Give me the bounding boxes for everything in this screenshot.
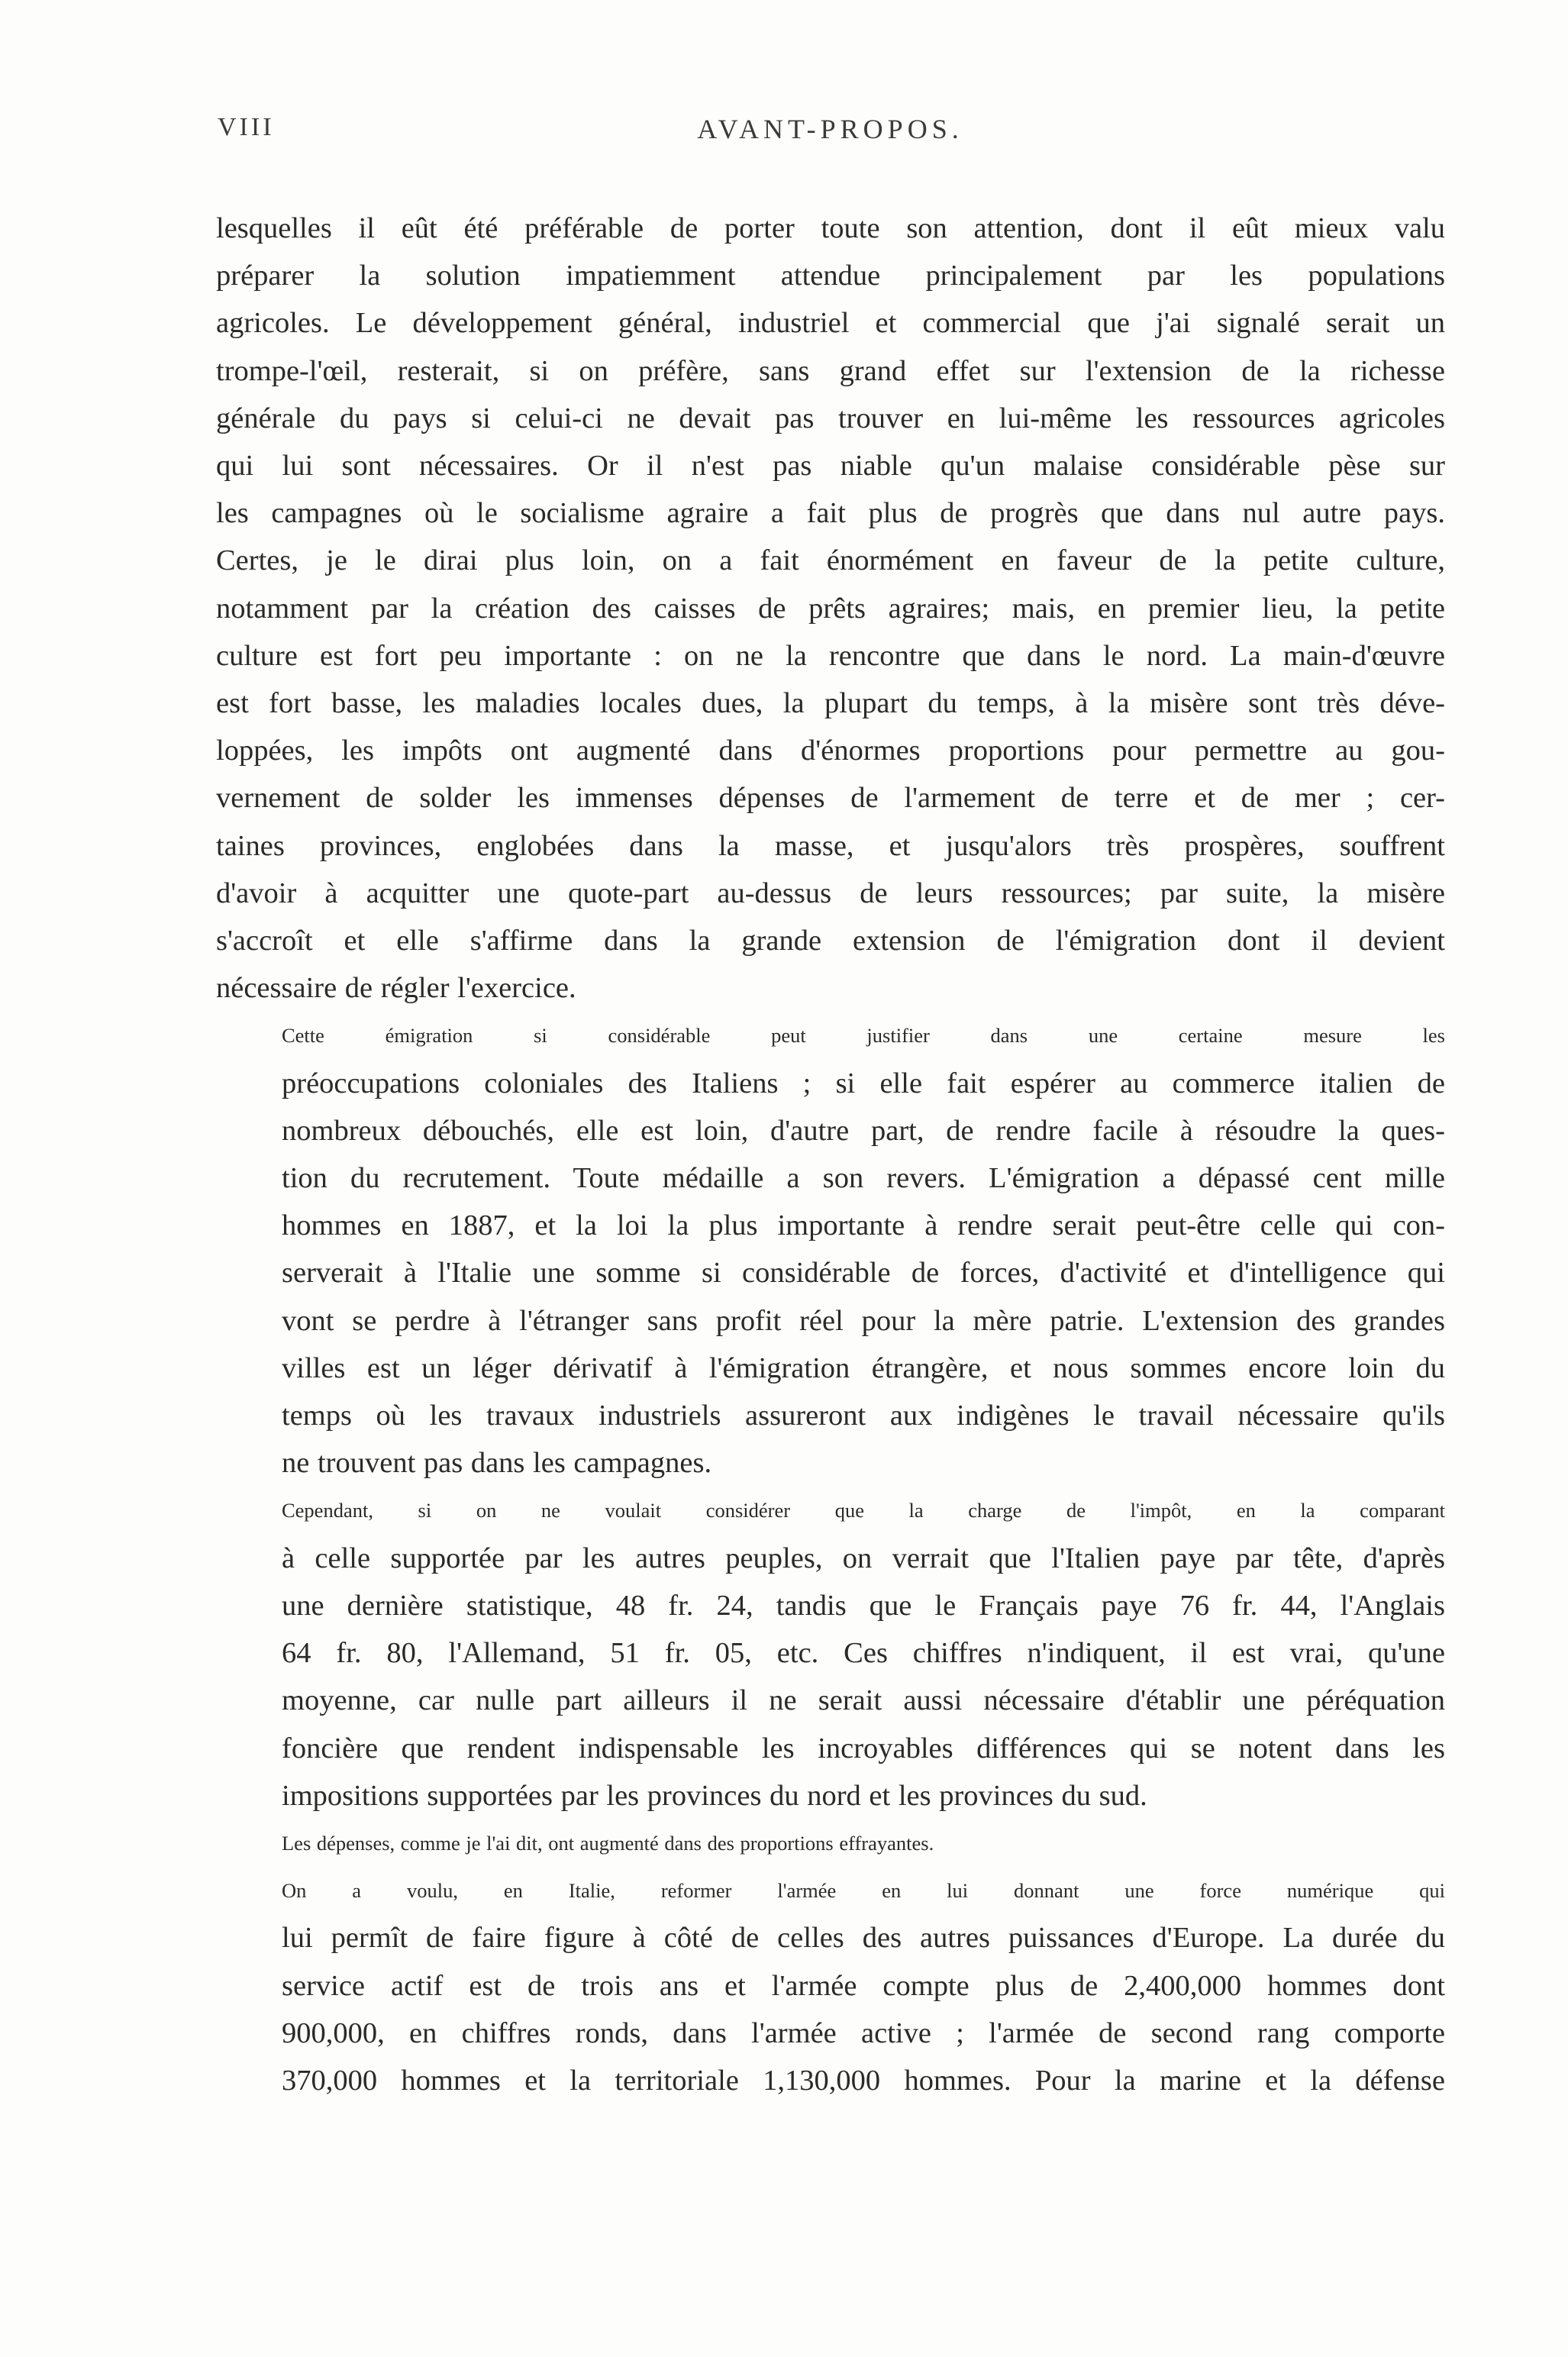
- text-line: 370,000 hommes et la territoriale 1,130,000 hommes. Pour la marine et la défense: [282, 2064, 1445, 2097]
- text-line: villes est un léger dérivatif à l'émigration étrangère, et nous sommes encore loin du: [282, 1351, 1445, 1384]
- text-line: préparer la solution impatiemment attendue principalement par les populations: [216, 260, 1445, 292]
- text-line: On a voulu, en Italie, reformer l'armée en lui donnant une force numérique qui: [282, 1879, 1445, 1903]
- text-line: 900,000, en chiffres ronds, dans l'armée active ; l'armée de second rang comporte: [282, 2016, 1445, 2049]
- text-line: nombreux débouchés, elle est loin, d'autre part, de rendre facile à résoudre la ques-: [282, 1114, 1445, 1147]
- text-line: loppées, les impôts ont augmenté dans d'énormes proportions pour permettre au gou-: [216, 735, 1445, 767]
- text-line: Cette émigration si considérable peut justifier dans une certaine mesure les: [282, 1024, 1445, 1048]
- text-line: d'avoir à acquitter une quote-part au-dessus de leurs ressources; par suite, la misère: [216, 877, 1445, 909]
- text-line: à celle supportée par les autres peuples, on verrait que l'Italien paye par tête, d'après: [282, 1542, 1445, 1574]
- paragraph: [216, 1012, 1445, 1487]
- text-line: 64 fr. 80, l'Allemand, 51 fr. 05, etc. Ces chiffres n'indiquent, il est vrai, qu'une: [282, 1637, 1445, 1670]
- text-line: nécessaire de régler l'exercice.: [216, 972, 576, 1005]
- text-line: ne trouvent pas dans les campagnes.: [282, 1447, 712, 1480]
- text-line: une dernière statistique, 48 fr. 24, tandis que le Français paye 76 fr. 44, l'Anglais: [282, 1589, 1445, 1622]
- text-line: taines provinces, englobées dans la masse, et jusqu'alors très prospères, souffrent: [216, 829, 1445, 862]
- text-line: impositions supportées par les provinces du nord et les provinces du sud.: [282, 1779, 1147, 1812]
- text-line: notamment par la création des caisses de prêts agraires; mais, en premier lieu, la petite: [216, 592, 1445, 625]
- text-line: trompe-l'œil, resterait, si on préfère, sans grand effet sur l'extension de la richesse: [216, 354, 1445, 387]
- text-line: temps où les travaux industriels assureront aux indigènes le travail nécessaire qu'ils: [282, 1400, 1445, 1432]
- paragraph: [216, 1867, 1445, 2104]
- text-line: tion du recrutement. Toute médaille a son revers. L'émigration a dépassé cent mille: [282, 1162, 1445, 1195]
- text-line: qui lui sont nécessaires. Or il n'est pas niable qu'un malaise considérable pèse sur: [216, 450, 1445, 483]
- text-line: Les dépenses, comme je l'ai dit, ont augmenté dans des proportions effrayantes.: [282, 1831, 934, 1855]
- text-line: s'accroît et elle s'affirme dans la grande extension de l'émigration dont il devient: [216, 925, 1445, 957]
- text-line: agricoles. Le développement général, industriel et commercial que j'ai signalé serait un: [216, 307, 1445, 340]
- body-text: [216, 205, 1445, 2104]
- paragraph: [216, 205, 1445, 1012]
- text-line: lui permît de faire figure à côté de celles des autres puissances d'Europe. La durée du: [282, 1922, 1445, 1955]
- text-line: moyenne, car nulle part ailleurs il ne serait aussi nécessaire d'établir une péréquation: [282, 1684, 1445, 1717]
- paragraph: [216, 1819, 1445, 1867]
- text-line: vernement de solder les immenses dépenses de l'armement de terre et de mer ; cer-: [216, 782, 1445, 815]
- paragraph: [216, 1487, 1445, 1819]
- text-line: foncière que rendent indispensable les incroyables différences qui se notent dans les: [282, 1732, 1445, 1765]
- text-line: serverait à l'Italie une somme si considérable de forces, d'activité et d'intelligence qui: [282, 1257, 1445, 1290]
- text-line: les campagnes où le socialisme agraire a fait plus de progrès que dans nul autre pays.: [216, 497, 1445, 530]
- text-line: lesquelles il eût été préférable de porter toute son attention, dont il eût mieux valu: [216, 212, 1445, 244]
- text-line: générale du pays si celui-ci ne devait pas trouver en lui-même les ressources agricoles: [216, 402, 1445, 434]
- page-number: VIII: [218, 113, 275, 141]
- text-line: service actif est de trois ans et l'armée compte plus de 2,400,000 hommes dont: [282, 1969, 1445, 2002]
- text-line: Cependant, si on ne voulait considérer que la charge de l'impôt, en la comparant: [282, 1499, 1445, 1522]
- text-line: vont se perdre à l'étranger sans profit réel pour la mère patrie. L'extension des grandes: [282, 1304, 1445, 1337]
- text-line: culture est fort peu importante : on ne la rencontre que dans le nord. La main-d'œuvre: [216, 639, 1445, 672]
- running-title: AVANT-PROPOS.: [697, 114, 963, 144]
- text-line: est fort basse, les maladies locales dues, la plupart du temps, à la misère sont très déve-: [216, 687, 1445, 720]
- text-line: Certes, je le dirai plus loin, on a fait énormément en faveur de la petite culture,: [216, 544, 1445, 577]
- text-line: préoccupations coloniales des Italiens ; si elle fait espérer au commerce italien de: [282, 1067, 1445, 1099]
- text-line: hommes en 1887, et la loi la plus importante à rendre serait peut-être celle qui con-: [282, 1209, 1445, 1242]
- running-head: [218, 113, 1443, 156]
